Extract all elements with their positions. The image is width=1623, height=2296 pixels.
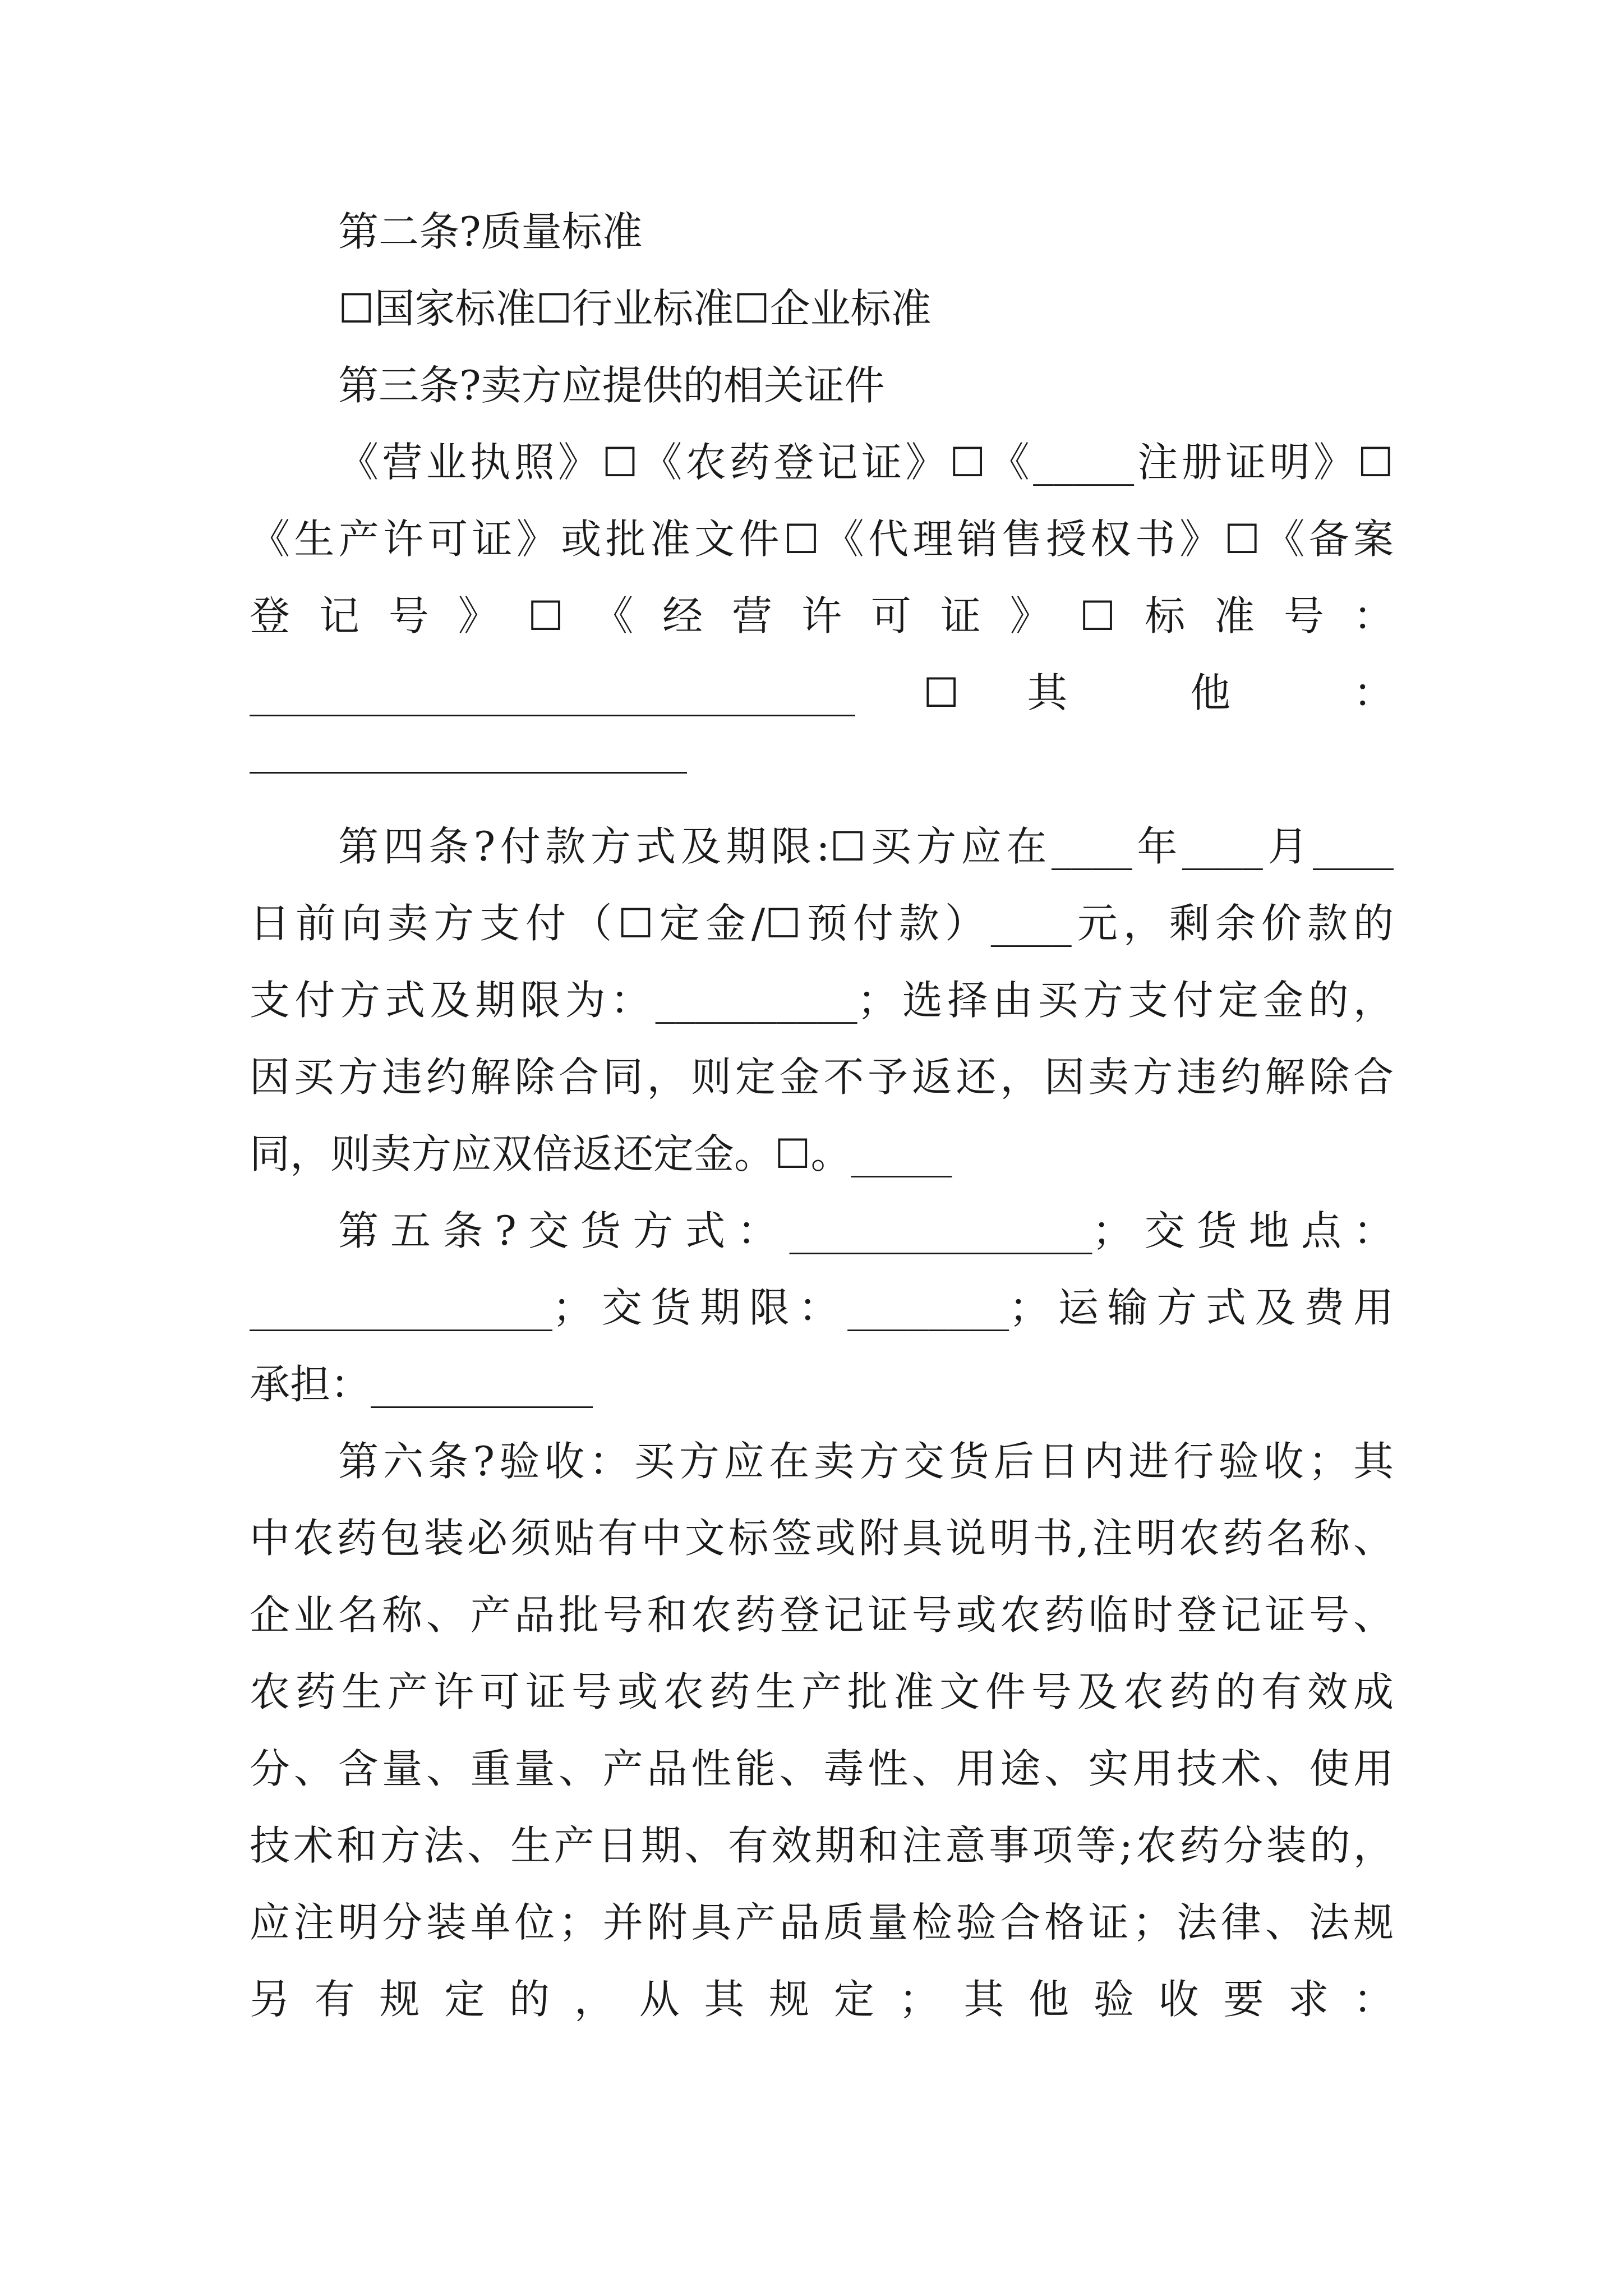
article-2-heading: 第二条?质量标准	[338, 208, 643, 255]
article-5-line-3: 承担：___________	[250, 1361, 593, 1408]
article-4-line-2: 日前向卖方支付（☐定金/☐预付款）____元，剩余价款的	[250, 900, 1394, 947]
certificate-line-2: 《生产许可证》或批准文件☐《代理销售授权书》☐《备案	[250, 516, 1394, 563]
certificate-line-1: 《营业执照》☐《农药登记证》☐《_____注册证明》☐	[338, 439, 1394, 486]
article-5-line-2: _______________；交货期限：________；运输方式及费用	[250, 1284, 1394, 1331]
article-6-line-1: 第六条?验收：买方应在卖方交货后日内进行验收；其	[338, 1438, 1394, 1485]
article-6-line-6: 技术和方法、生产日期、有效期和注意事项等;农药分装的，	[250, 1822, 1394, 1869]
article-3-heading: 第三条?卖方应提供的相关证件	[338, 362, 885, 409]
certificate-line-4: ______________________________ ☐ 其 他 ：	[250, 669, 1394, 716]
article-6-line-8: 另有规定的，从其规定；其他验收要求：	[250, 1976, 1394, 2023]
blank-fill-line	[250, 731, 1394, 808]
blank-rule	[250, 772, 687, 774]
article-6-line-4: 农药生产许可证号或农药生产批准文件号及农药的有效成	[250, 1668, 1394, 1715]
article-6-line-7: 应注明分装单位；并附具产品质量检验合格证；法律、法规	[250, 1899, 1394, 1946]
article-6-line-3: 企业名称、产品批号和农药登记证号或农药临时登记证号、	[250, 1591, 1394, 1639]
article-6-line-2: 中农药包装必须贴有中文标签或附具说明书,注明农药名称、	[250, 1515, 1394, 1562]
quality-standard-options: ☐国家标准☐行业标准☐企业标准	[338, 285, 932, 332]
certificate-line-3: 登记号》☐《经营许可证》☐标准号：	[250, 592, 1394, 639]
article-5-line-1: 第五条?交货方式：_______________；交货地点：	[338, 1207, 1394, 1254]
document-page	[250, 194, 1394, 2038]
article-4-line-4: 因买方违约解除合同，则定金不予返还，因卖方违约解除合	[250, 1053, 1394, 1101]
article-4-line-5: 同，则卖方应双倍返还定金。☐。_____	[250, 1130, 952, 1177]
article-6-line-5: 分、含量、重量、产品性能、毒性、用途、实用技术、使用	[250, 1745, 1394, 1792]
article-4-line-1: 第四条?付款方式及期限:☐买方应在____年____月____	[338, 823, 1394, 870]
article-4-line-3: 支付方式及期限为：__________；选择由买方支付定金的，	[250, 977, 1394, 1024]
